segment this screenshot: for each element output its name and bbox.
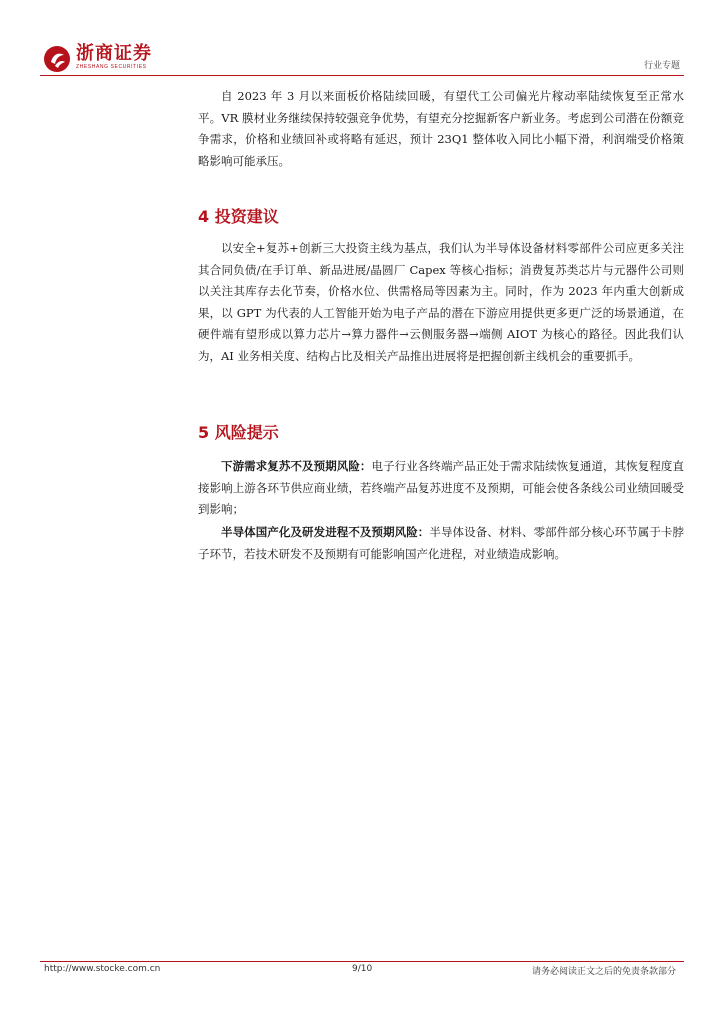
zheshang-logo-icon <box>42 44 72 74</box>
risk-2-title: 半导体国产化及研发进程不及预期风险： <box>221 525 430 539</box>
risk-1-title: 下游需求复苏不及预期风险： <box>221 459 372 473</box>
section-title-investment: 4 投资建议 <box>198 207 279 226</box>
page-number: 9/10 <box>352 964 373 974</box>
footer-disclaimer: 请务必阅读正文之后的免责条款部分 <box>531 967 676 977</box>
intro-paragraph <box>198 86 684 172</box>
logo <box>42 44 152 74</box>
risk-paragraph-2 <box>198 522 684 565</box>
section-title-risk: 5 风险提示 <box>198 423 279 442</box>
logo-name-cn: 浙商证券 <box>76 43 152 64</box>
footer-url[interactable]: http://www.stocke.com.cn <box>44 964 161 974</box>
intro-text: 自 2023 年 3 月以来面板价格陆续回暖，有望代工公司偏光片稼动率陆续恢复至正常水平。VR 膜材业务继续保持较强竞争优势，有望充分挖掘新客户新业务。考虑到公司潜在份额竞争需求，价格和业绩回补或将略有延迟，预计 23Q1 整体收入同比小幅下滑，利润端受价格策略影响可能承压。 <box>198 89 684 168</box>
investment-paragraph <box>198 238 684 367</box>
risk-paragraph-1 <box>198 456 684 521</box>
investment-text: 以安全+复苏+创新三大投资主线为基点，我们认为半导体设备材料零部件公司应更多关注其合同负债/在手订单、新品进展/晶圆厂 Capex 等核心指标；消费复苏类芯片与元器件公司则以关注其库存去化节奏，价格水位、供需格局等因素为主。同时，作为 2023 年内重大创新成果，以 GPT 为代表的人工智能开始为电子产品的潜在下游应用提供更多更广泛的场景通道，在硬件端有望形成以算力芯片→算力器件→云侧服务器→端侧 AIOT 为核心的路径。因此我们认为，AI 业务相关度、结构占比及相关产品推出进展将是把握创新主线机会的重要抓手。 <box>198 241 684 363</box>
footer-divider <box>40 961 684 962</box>
header-divider <box>40 75 684 76</box>
page-header <box>42 44 682 78</box>
risk-1-text: 电子行业各终端产品正处于需求陆续恢复通道，其恢复程度直接影响上游各环节供应商业绩，若终端产品复苏进度不及预期，可能会使各条线公司业绩回暖受到影响； <box>198 459 684 516</box>
logo-name-en: ZHESHANG SECURITIES <box>76 64 147 70</box>
risk-2-text: 半导体设备、材料、零部件部分核心环节属于卡脖子环节，若技术研发不及预期有可能影响国产化进程，对业绩造成影响。 <box>198 525 685 561</box>
report-type-label: 行业专题 <box>643 61 680 71</box>
